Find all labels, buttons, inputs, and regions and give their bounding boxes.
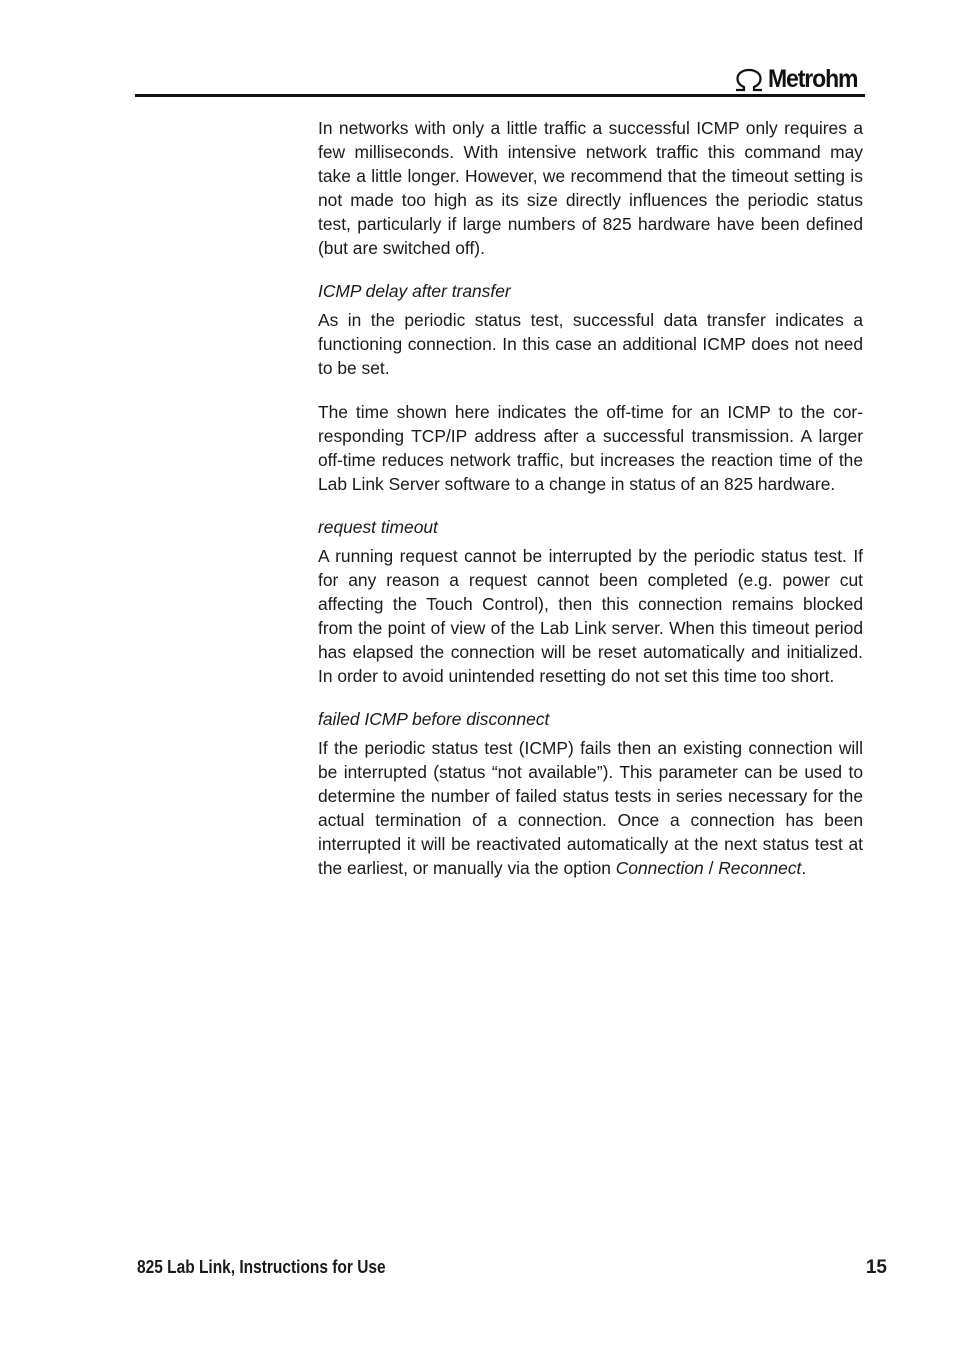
intro-paragraph: In networks with only a little traffic a successful ICMP only requires a few milliseconds. With intensive network traffic this command may take a little longer. However, we recommend that the timeout setting is not made too high as its size directly influences the periodic status test, particularly if large numbers of 825 hardware have been defined (but are switched off). [318,118,863,258]
footer-document-title: 825 Lab Link, Instructions for Use [137,1257,386,1277]
failed-icmp-text: If the periodic status test (ICMP) fails then an existing connection will be interrupted (status “not available”). This parameter can be used to determine the number of failed status tests in series necessary for the actual termination of a connection. Once a connection has been interrupted it will be reactivated automatically at the next status test at the earliest, or manually via the option [318,738,863,878]
heading-failed-icmp: failed ICMP before disconnect [318,709,550,729]
heading-request-timeout: request timeout [318,517,438,537]
page-content [318,116,863,880]
heading-icmp-delay: ICMP delay after transfer [318,281,511,301]
icmp-delay-paragraph-2: The time shown here indicates the off-time for an ICMP to the corresponding TCP/IP address after a successful transmission. A larger off-time reduces network traffic, but increases the reaction time of the Lab Link Server software to a change in status of an 825 hardware. [318,402,863,494]
failed-icmp-paragraph [318,736,863,880]
option-connection: Connection [615,858,704,878]
paragraph-end: . [801,858,807,878]
header-rule [135,94,865,97]
footer-page-number: 15 [865,1257,887,1278]
omega-icon [733,68,765,92]
brand-logo [733,66,865,92]
option-reconnect: Reconnect [718,858,802,878]
brand-name: Metrohm [767,65,858,93]
option-separator: / [703,858,719,878]
request-timeout-paragraph: A running request cannot be interrupted by the periodic status test. If for any reason a request cannot been completed (e.g. power cut affecting the Touch Control), then this connection remains blocked from the point of view of the Lab Link server. When this timeout period has elapsed the connection will be reset automatically and initialized. In order to avoid unintended resetting do not set this time too short. [318,546,863,686]
icmp-delay-paragraph-1: As in the periodic status test, successful data transfer indicates a functioning connection. In this case an additional ICMP does not need to be set. [318,310,863,378]
